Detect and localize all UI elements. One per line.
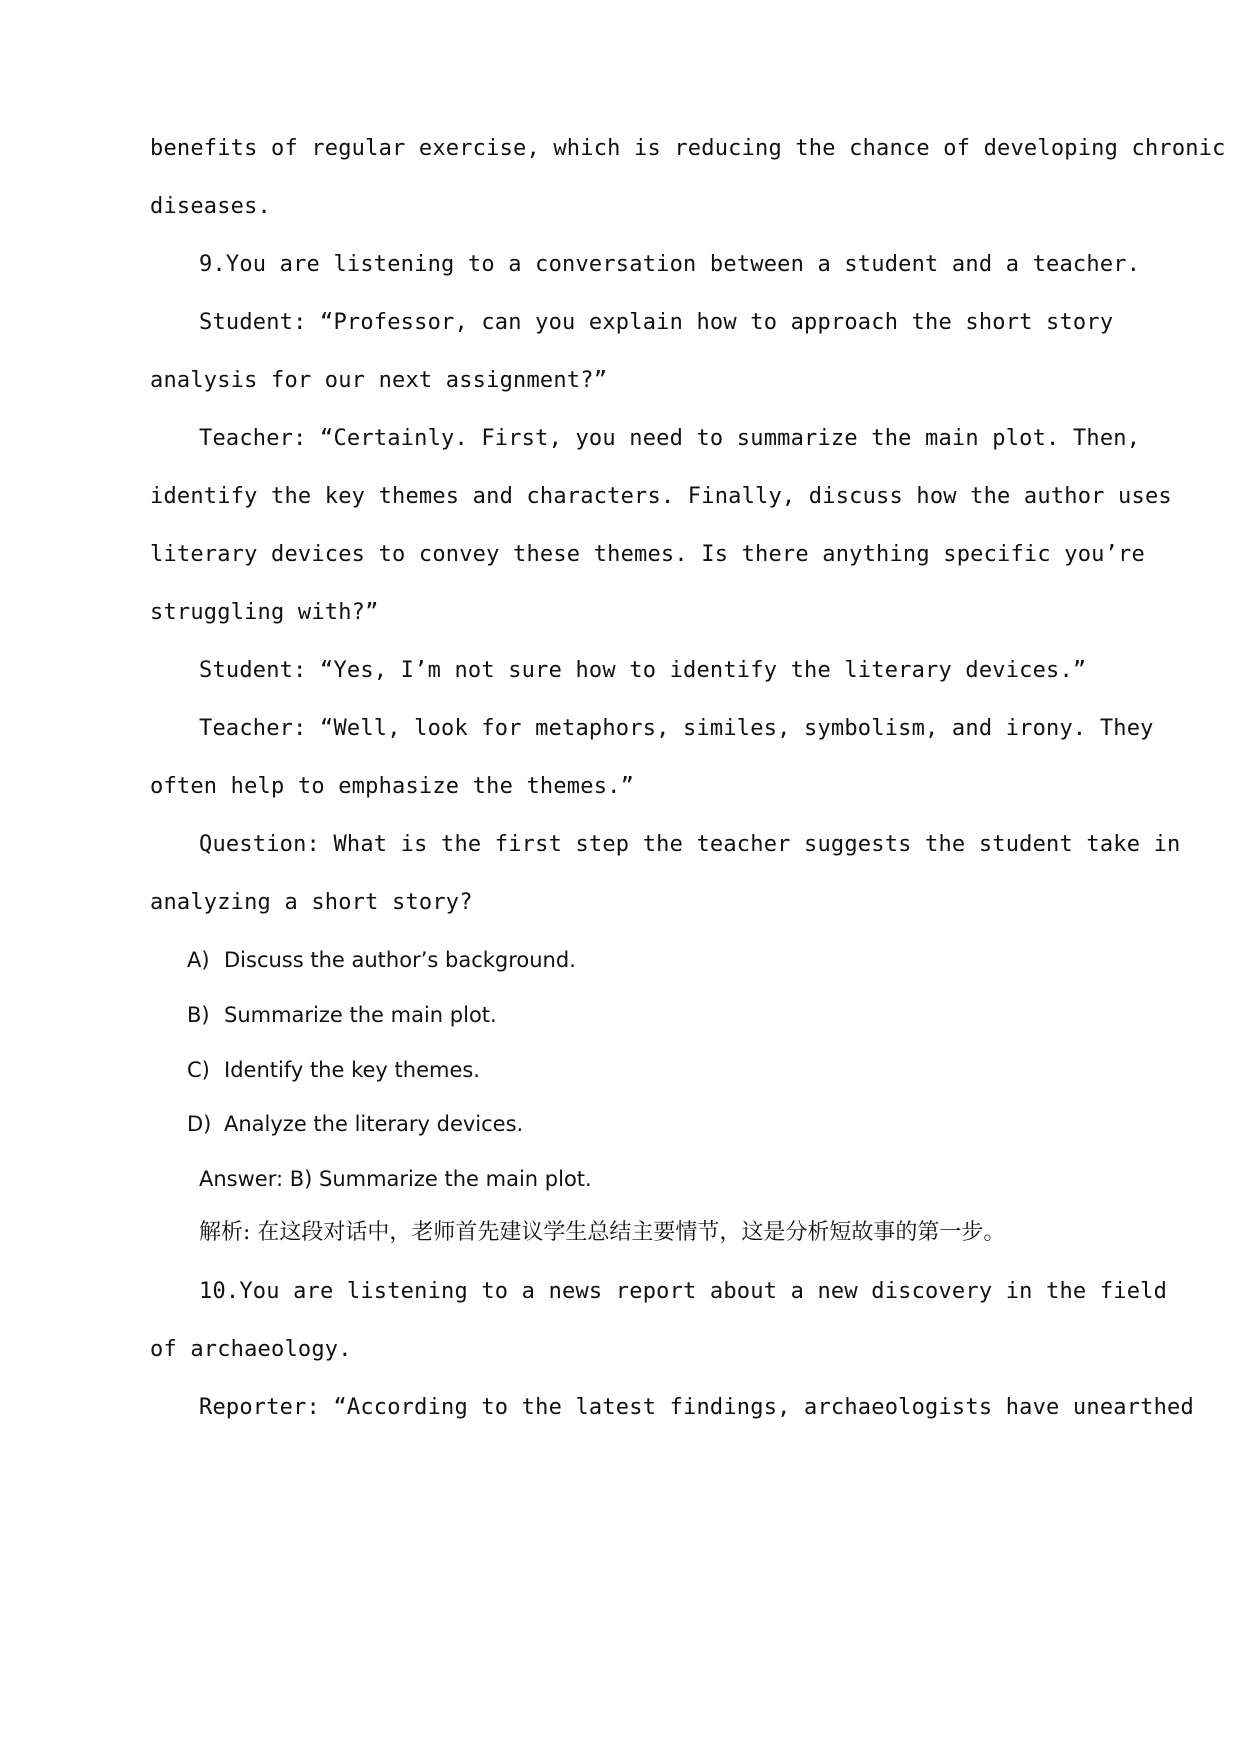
dialogue-line: Student: “Professor, can you explain how to approach the short story [199, 310, 1114, 335]
dialogue-line: Teacher: “Certainly. First, you need to summarize the main plot. Then, [199, 426, 1141, 451]
dialogue-line: Teacher: “Well, look for metaphors, similes, symbolism, and irony. They [199, 716, 1154, 741]
option-text: Summarize the main plot. [224, 1003, 497, 1027]
dialogue-line: literary devices to convey these themes. Is there anything specific you’re [150, 542, 1145, 567]
dialogue-line: Student: “Yes, I’m not sure how to identify the literary devices.” [199, 658, 1087, 683]
option-letter: A) [187, 948, 210, 972]
option-a [187, 945, 576, 975]
answer-line: Answer: B) Summarize the main plot. [199, 1167, 592, 1191]
question-prompt: analyzing a short story? [150, 890, 473, 915]
dialogue-line: analysis for our next assignment?” [150, 368, 608, 393]
question-prompt: Question: What is the first step the teacher suggests the student take in [199, 832, 1181, 857]
option-letter: C) [187, 1058, 210, 1082]
question-10-heading: 10.You are listening to a news report about a new discovery in the field [199, 1279, 1168, 1304]
paragraph-line: diseases. [150, 194, 272, 219]
paragraph-line: benefits of regular exercise, which is reducing the chance of developing chronic [150, 136, 1226, 161]
option-text: Analyze the literary devices. [224, 1112, 524, 1136]
option-letter: B) [187, 1003, 210, 1027]
option-letter: D) [187, 1112, 212, 1136]
analysis-line: 解析: 在这段对话中，老师首先建议学生总结主要情节，这是分析短故事的第一步。 [199, 1220, 1006, 1245]
option-c [187, 1055, 480, 1085]
dialogue-line: struggling with?” [150, 600, 379, 625]
option-text: Discuss the author’s background. [224, 948, 576, 972]
paragraph-line: of archaeology. [150, 1337, 352, 1362]
dialogue-line: identify the key themes and characters. Finally, discuss how the author uses [150, 484, 1172, 509]
option-text: Identify the key themes. [224, 1058, 480, 1082]
question-9-heading: 9.You are listening to a conversation between a student and a teacher. [199, 252, 1141, 277]
option-d [187, 1109, 523, 1139]
dialogue-line: often help to emphasize the themes.” [150, 774, 635, 799]
reporter-line: Reporter: “According to the latest findings, archaeologists have unearthed [199, 1395, 1194, 1420]
option-b [187, 1000, 497, 1030]
